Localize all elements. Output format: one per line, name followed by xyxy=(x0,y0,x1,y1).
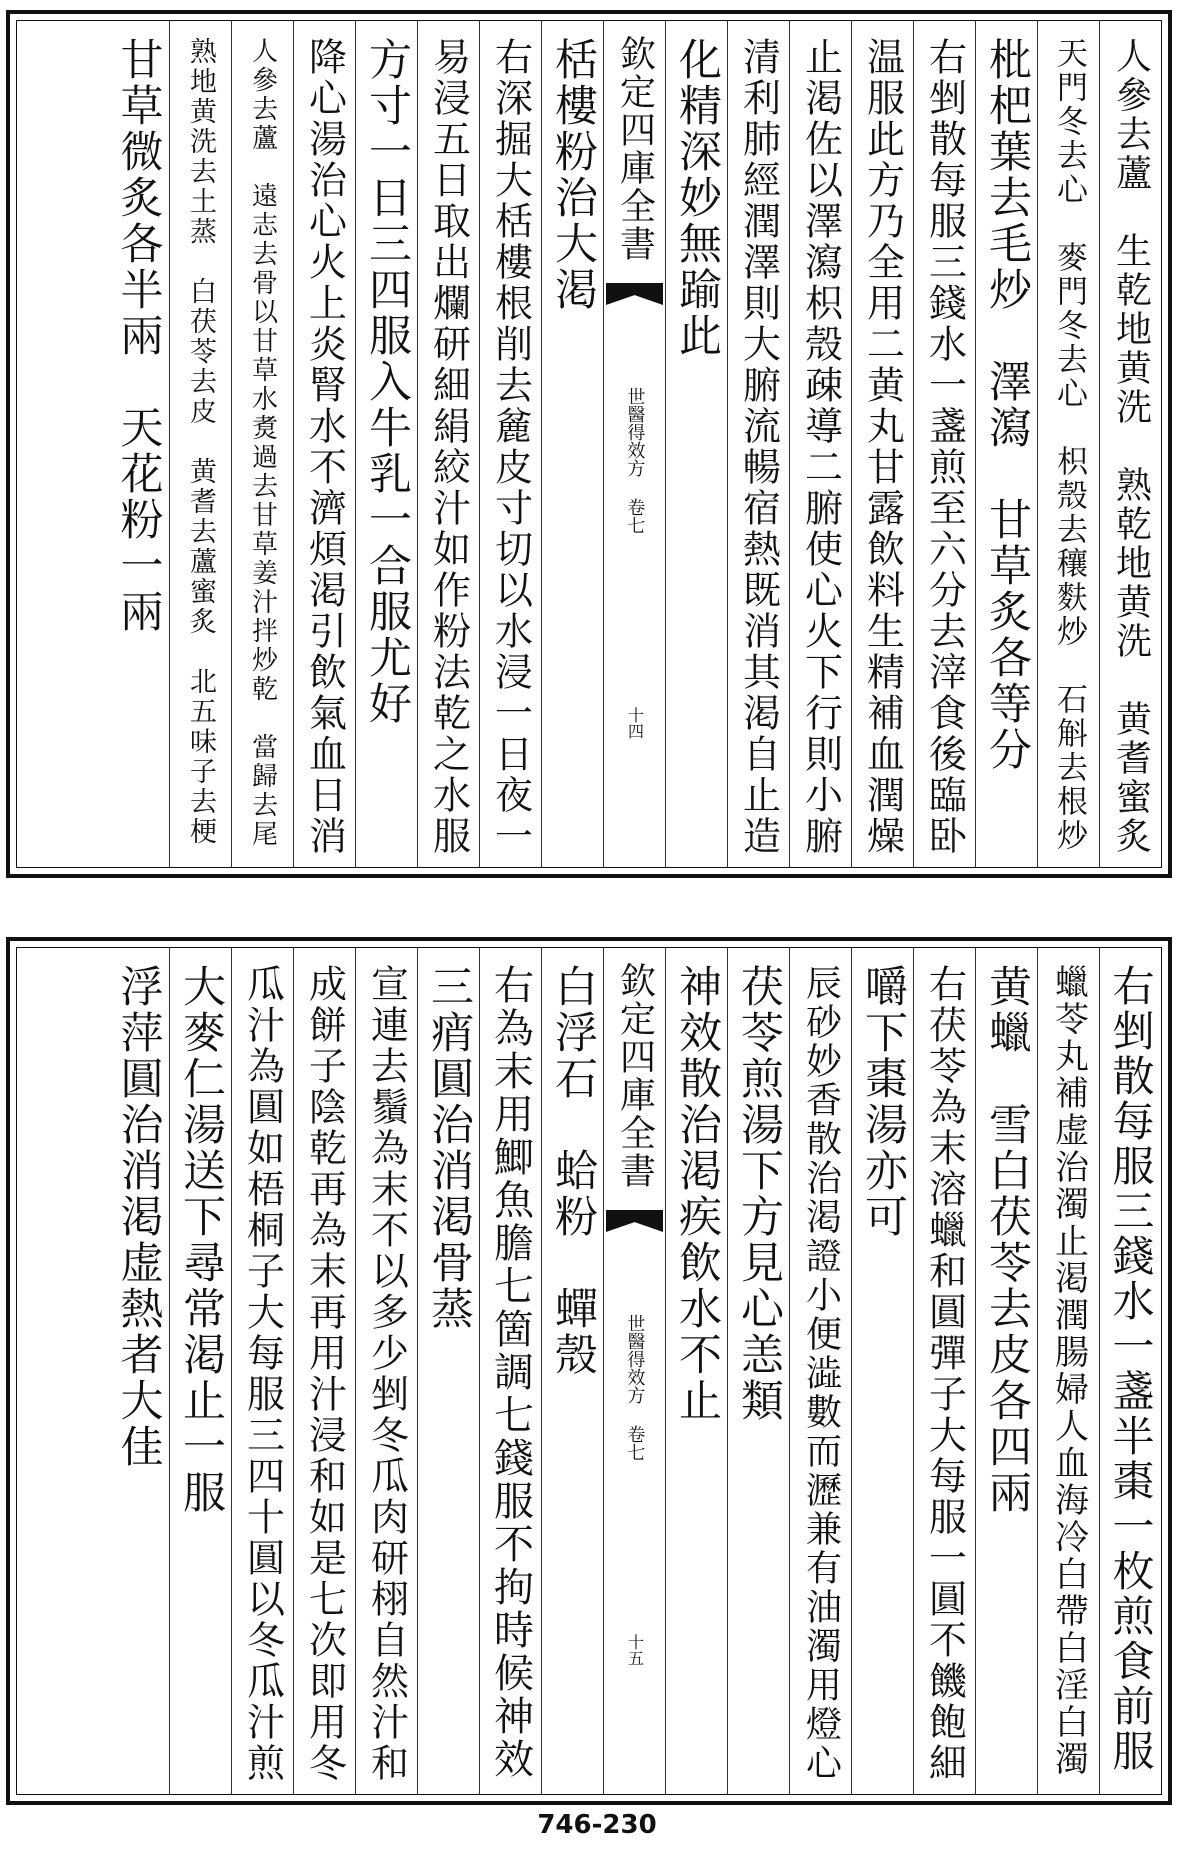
column-text: 熟地黄洗去土蒸 白茯苓去皮 黄耆去蘆蜜炙 北五味子去梗 xyxy=(185,37,216,847)
column-text: 天門冬去心 麥門冬去心 枳殼去穰麩炒 石斛去根炒 xyxy=(1051,37,1087,853)
header-column xyxy=(603,948,665,1794)
column xyxy=(789,21,851,867)
column-text: 右茯苓為末溶蠟和圓彈子大每服一圓不饑飽細 xyxy=(922,964,967,1784)
column-text: 大麥仁湯送下尋常渇止一服 xyxy=(176,964,226,1516)
column-text: 蠟苓丸補虚治濁止渇潤腸婦人血海冷白帶白淫白濁 xyxy=(1048,964,1089,1778)
column-text: 清利肺經潤澤則大腑流暢宿熱既消其渇自止造 xyxy=(736,37,781,857)
column xyxy=(417,21,479,867)
column xyxy=(727,21,789,867)
book-title: 欽定四庫全書 xyxy=(614,35,656,263)
column xyxy=(913,21,975,867)
column-text: 白浮石 蛤粉 蟬殼 xyxy=(548,964,598,1378)
book-chapter-info: 世醫得效方 卷七 xyxy=(624,1314,646,1461)
column xyxy=(665,21,727,867)
fish-tail-mark xyxy=(606,1210,663,1232)
column-text: 枇杷葉去毛炒 澤瀉 甘草炙各等分 xyxy=(982,37,1032,773)
column xyxy=(293,948,355,1794)
column-text: 易浸五日取出爛研細絹絞汁如作粉法乾之水服 xyxy=(426,37,471,857)
column-text: 瓜汁為圓如梧桐子大每服三四十圓以冬瓜汁煎 xyxy=(240,964,285,1784)
column xyxy=(541,21,603,867)
header-column xyxy=(603,21,665,867)
column xyxy=(1099,21,1161,867)
column-text: 右剉散每服三錢水一盞半棗一枚煎食前服 xyxy=(1106,964,1156,1774)
column xyxy=(355,21,417,867)
column-text: 化精深妙無踰此 xyxy=(672,37,722,359)
column-text: 降心湯治心火上炎腎水不濟煩渇引飲氣血日消 xyxy=(302,37,347,857)
top-page xyxy=(6,10,1172,878)
column xyxy=(107,948,169,1794)
column xyxy=(169,948,231,1794)
book-chapter-info: 世醫得效方 卷七 xyxy=(624,387,646,534)
page-reference: 746-230 xyxy=(537,1810,657,1840)
column xyxy=(479,948,541,1794)
column xyxy=(479,21,541,867)
column-text: 人參去蘆 遠志去骨以甘草水煑過去甘草姜汁拌炒乾 當歸去尾 xyxy=(247,37,278,849)
column-text: 右為末用鯽魚膽七箇調七錢服不拘時候神效 xyxy=(487,964,534,1781)
column-text: 辰砂妙香散治渇證小便澁數而瀝兼有油濁用燈心 xyxy=(800,964,842,1783)
column xyxy=(727,948,789,1794)
column xyxy=(169,21,231,867)
bottom-page-columns xyxy=(16,947,1162,1795)
column-text: 止渇佐以澤瀉枳殼疎導二腑使心火下行則小腑 xyxy=(798,37,843,857)
column-text: 温服此方乃全用二黄丸甘露飲料生精補血潤燥 xyxy=(860,37,905,857)
column xyxy=(1037,21,1099,867)
column-text: 右深掘大栝樓根削去麄皮寸切以水浸一日夜一 xyxy=(488,37,533,857)
column xyxy=(293,21,355,867)
column-text: 浮萍圓治消渇虚熱者大佳 xyxy=(113,964,164,1470)
column-text: 三痟圓治消渇骨蒸 xyxy=(424,964,474,1332)
page-number: 十五 xyxy=(625,1634,645,1666)
column-text: 右剉散每服三錢水一盞煎至六分去滓食後臨卧 xyxy=(922,37,967,857)
page-number: 十四 xyxy=(625,707,645,739)
column xyxy=(789,948,851,1794)
column-text: 甘草微炙各半兩 天花粉一兩 xyxy=(113,37,164,635)
column-text: 人參去蘆 生乾地黄洗 熟乾地黄洗 黄耆蜜炙 xyxy=(1110,37,1152,856)
column xyxy=(851,21,913,867)
column-text: 栝樓粉治大渇 xyxy=(548,37,598,313)
column xyxy=(107,21,169,867)
fish-tail-mark xyxy=(606,283,663,305)
column xyxy=(913,948,975,1794)
top-page-columns xyxy=(16,20,1162,868)
column xyxy=(1037,948,1099,1794)
column-text: 茯苓煎湯下方見心恙類 xyxy=(734,964,784,1424)
column-text: 成餅子陰乾再為末再用汁浸和如是七次即用冬 xyxy=(302,964,347,1784)
column xyxy=(975,21,1037,867)
column-text: 嚼下棗湯亦可 xyxy=(858,964,908,1240)
bottom-page xyxy=(6,937,1172,1805)
column xyxy=(355,948,417,1794)
book-title: 欽定四庫全書 xyxy=(614,962,656,1190)
column xyxy=(231,21,293,867)
column xyxy=(1099,948,1161,1794)
column xyxy=(665,948,727,1794)
column xyxy=(231,948,293,1794)
column xyxy=(975,948,1037,1794)
column xyxy=(851,948,913,1794)
column-text: 方寸一日三四服入牛乳一合服尤好 xyxy=(362,37,412,727)
column-text: 黄蠟 雪白茯苓去皮各四兩 xyxy=(982,964,1032,1516)
column xyxy=(541,948,603,1794)
column-text: 神效散治渇疾飲水不止 xyxy=(672,964,722,1424)
column-text: 宣連去鬚為末不以多少剉冬瓜肉研栩自然汁和 xyxy=(364,964,409,1784)
column xyxy=(417,948,479,1794)
